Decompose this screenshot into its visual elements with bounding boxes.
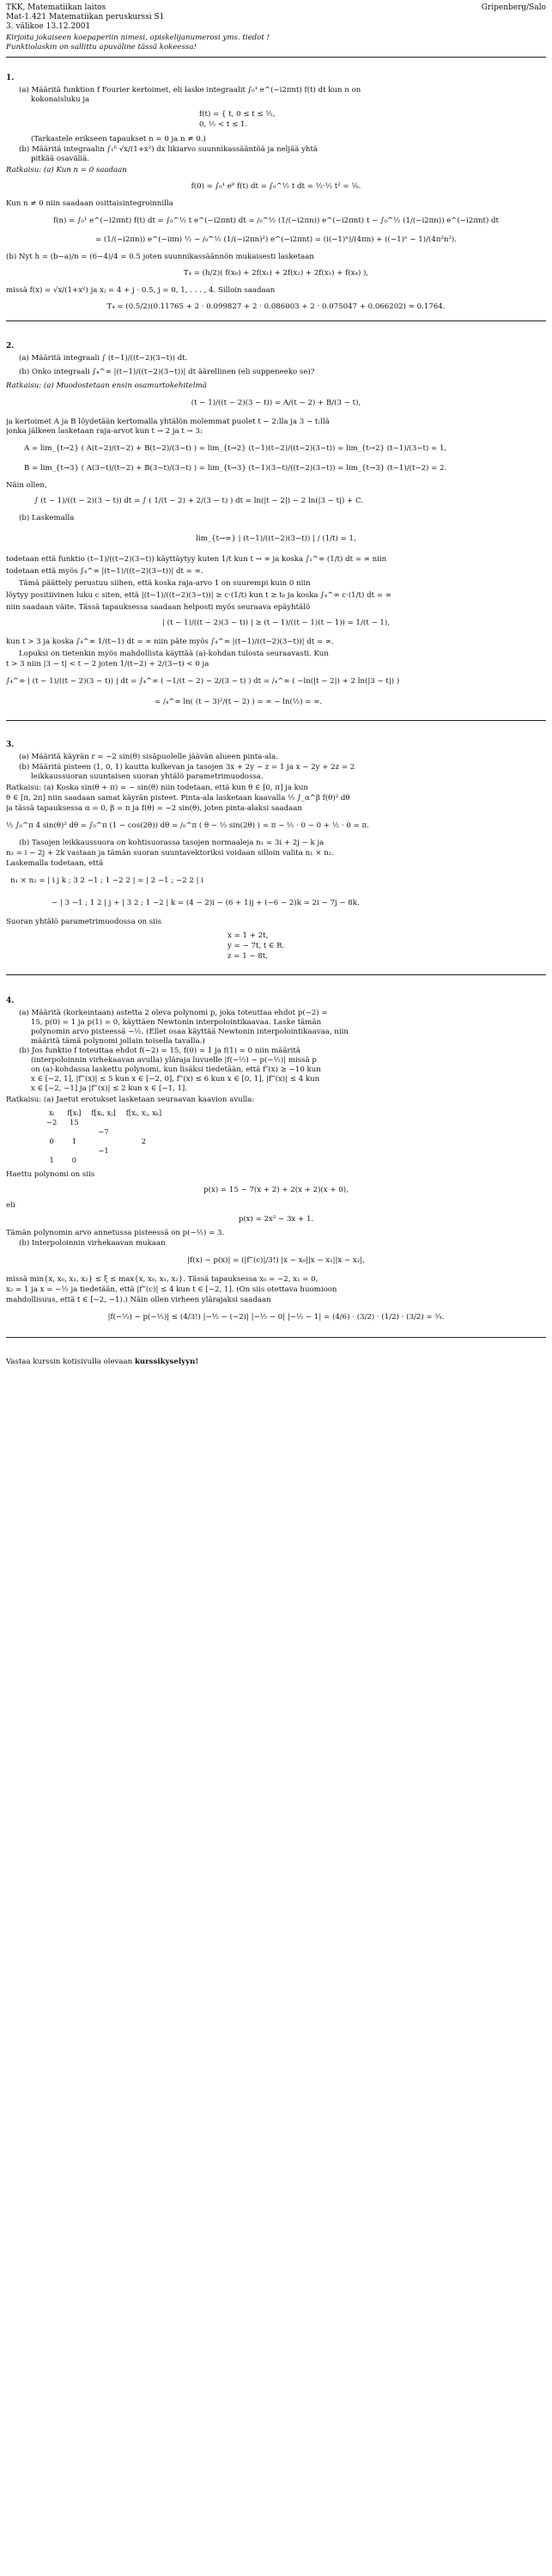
table-cell: −7 bbox=[98, 1127, 109, 1136]
problem-4-line: (b) Interpoloinnin virhekaavan mukaan bbox=[19, 1239, 166, 1248]
survey-link[interactable]: kurssikyselyyn! bbox=[134, 1358, 199, 1366]
problem-1-line: = (1/(−i2πn)) e^(−iπn) ½ − /₀^½ (1/(−i2πn)²) e^(−i2πnt) = (i(−1)ⁿ)/(4πn) + ((−1)ⁿ − 1)/(4π²n²). bbox=[94, 235, 457, 244]
table-header-row bbox=[41, 1108, 167, 1118]
table-cell bbox=[62, 1146, 86, 1156]
problem-4-line: x ∈ [−2, −1] ja |f‴(x)| ≤ 2 kun x ∈ [−1, 1]. bbox=[31, 1084, 188, 1093]
table-row bbox=[41, 1146, 167, 1156]
problem-4-line: Ratkaisu: (a) Jaetut erotukset lasketaan seuraavan kaavion avulla: bbox=[6, 1096, 255, 1104]
table-cell: 15 bbox=[70, 1118, 79, 1126]
problem-3-line: θ ∈ [π, 2π] niin saadaan samat käyrän pisteet. Pinta-ala lasketaan kaavalla ½ ∫_α^β f(θ)² dθ bbox=[6, 794, 350, 803]
problem-2-line: ja kertoimet A ja B löydetään kertomalla yhtälön molemmat puolet t − 2:lla ja 3 − t:llä bbox=[6, 418, 330, 426]
table-cell: −1 bbox=[98, 1146, 109, 1155]
table-cell: 1 bbox=[71, 1137, 77, 1145]
problem-4-line: (b) Jos funktio f toteuttaa ehdot f(−2) = 15, f(0) = 1 ja f(1) = 0 niin määritä bbox=[19, 1047, 300, 1055]
problem-1-line: (b) Nyt h = (b−a)/n = (6−4)/4 = 0.5 joten suunnikassäännön mukaisesti lasketaan bbox=[6, 253, 314, 261]
table-cell bbox=[121, 1156, 167, 1165]
problem-2-line: Ratkaisu: (a) Muodostetaan ensin osamurtokehitelmä bbox=[6, 382, 207, 390]
problem-2-line: ∫₄^∞ | (t − 1)/((t − 2)(3 − t)) | dt = ∫₄^∞ ( −1/(t − 2) − 2/(3 − t) ) dt = /₄^∞ ( −ln(|t − 2|) + 2 ln(|3 − t|) ) bbox=[6, 677, 400, 686]
problem-1-line: Ratkaisu: (a) Kun n = 0 saadaan bbox=[6, 166, 127, 174]
header-authors: Gripenberg/Salo bbox=[481, 3, 546, 12]
problem-1-line: kokonaisluku ja bbox=[31, 95, 90, 104]
problem-1-line: (b) Määritä integraalin ∫₁⁶ √x/(1+x²) dx likiarvo suunnikassääntöä ja neljää yhtä bbox=[19, 145, 318, 154]
problem-4-line: polynomin arvo pisteessä −½. (Ellet osaa käyttää Newtonin interpolointikaavaa, niin bbox=[31, 1028, 349, 1036]
problem-4-line: x₂ = 1 ja x = −½ ja tiedetään, että |f‴(c)| ≤ 4 kun t ∈ [−2, 1]. (On siis otettava huomioon bbox=[6, 1285, 337, 1294]
problem-1-line: f̂(n) = ∫₀¹ e^(−i2πnt) f(t) dt = ∫₀^½ t e^(−i2πnt) dt = /₀^½ (1/(−i2πn)) e^(−i2πnt) t − ∫₀^½ (1/(−i2πn)) e^(−i2πnt) dt bbox=[52, 217, 500, 225]
problem-4-line: määritä tämä polynomi jollain toisella tavalla.) bbox=[31, 1037, 205, 1046]
problem-3-line: ½ ∫₀^π 4 sin(θ)² dθ = ∫₀^π (1 − cos(2θ)) dθ = /₀^π ( θ − ½ sin(2θ) ) = π − ½ · 0 − 0 + ½ · 0 = π. bbox=[6, 821, 369, 830]
table-row bbox=[41, 1127, 167, 1137]
divider bbox=[6, 1337, 546, 1338]
problem-1-line: Kun n ≠ 0 niin saadaan osittaisintegroinnilla bbox=[6, 199, 173, 208]
table-cell bbox=[121, 1118, 167, 1127]
table-cell: 0 bbox=[71, 1156, 77, 1164]
problem-3-line: (b) Määritä pisteen (1, 0, 1) kautta kulkevan ja tasojen 3x + 2y − z = 1 ja x − 2y + 2z = 2 bbox=[19, 763, 355, 772]
table-cell bbox=[41, 1146, 62, 1156]
table-cell bbox=[62, 1127, 86, 1137]
problem-4-line: 15, p(0) = 1 ja p(1) = 0, käyttäen Newtonin interpolointikaavaa. Laske tämän bbox=[31, 1018, 322, 1027]
divider bbox=[6, 320, 546, 321]
problem-4-line: (a) Määritä (korkeintaan) astetta 2 oleva polynomi p, joka toteuttaa ehdot p(−2) = bbox=[19, 1009, 328, 1017]
problem-4-number: 4. bbox=[6, 997, 15, 1005]
header-date: 3. välikoe 13.12.2001 bbox=[6, 22, 91, 31]
problem-3-line: − | 3 −1 ; 1 2 | j + | 3 2 ; 1 −2 | k = (4 − 2)i − (6 + 1)j + (−6 − 2)k = 2i − 7j − 8k. bbox=[52, 899, 360, 907]
problem-1-line: (a) Määritä funktion f Fourier kertoimet, eli laske integraalit ∫₀¹ e^(−i2πnt) f(t) dt kun n on bbox=[19, 86, 361, 95]
problem-4-line: x ∈ [−2, 1], |f‴(x)| ≤ 5 kun x ∈ [−2, 0], f‴(x) ≤ 6 kun x ∈ [0, 1], |f‴(x)| ≤ 4 kun bbox=[31, 1075, 320, 1084]
table-row bbox=[41, 1156, 167, 1165]
problem-2-line: löytyy positiivinen luku c siten, että |(t−1)/((t−2)(3−t))| ≥ c·(1/t) kun t ≥ t₀ ja koska ∫₄^∞ c·(1/t) dt = ∞ bbox=[6, 591, 391, 600]
problem-3-line: Suoran yhtälö parametrimuodossa on siis bbox=[6, 918, 162, 926]
problem-3-line: Ratkaisu: (a) Koska sin(θ + π) = − sin(θ) niin todetaan, että kun θ ∈ [0, π] ja kun bbox=[6, 784, 308, 792]
problem-4-line: |f(−½) − p(−½)| ≤ (4/3!) |−½ − (−2)| |−½ − 0| |−½ − 1| = (4/6) · (3/2) · (1/2) · (3/2) = ¾. bbox=[107, 1313, 445, 1322]
table-cell bbox=[41, 1127, 62, 1137]
problem-2-line: Tämä päättely perustuu siihen, että koska raja-arvo 1 on suurempi kuin 0 niin bbox=[19, 579, 311, 588]
problem-4-line: p(x) = 15 − 7(x + 2) + 2(x + 2)(x + 0), bbox=[203, 1186, 349, 1194]
divided-differences-table bbox=[41, 1108, 167, 1165]
problem-4-line: |f(x) − p(x)| = (|f‴(c)|/3!) |x − x₀||x − x₁||x − x₂|, bbox=[187, 1256, 365, 1265]
problem-4-line: Tämän polynomin arvo annetussa pisteessä on p(−½) = 3. bbox=[6, 1229, 225, 1237]
problem-3-line: z = 1 − 8t, bbox=[227, 952, 268, 961]
problem-2-line: | (t − 1)/((t − 2)(3 − t)) | ≥ (t − 1)/((t − 1)(t − 1)) = 1/(t − 1), bbox=[162, 619, 390, 627]
problem-4-line: p(x) = 2x² − 3x + 1. bbox=[238, 1215, 314, 1224]
table-cell bbox=[86, 1137, 120, 1146]
problem-2-line: kun t > 3 ja koska ∫₄^∞ 1/(t−1) dt = ∞ niin päte myös ∫₄^∞ |(t−1)/((t−2)(3−t))| dt = ∞. bbox=[6, 638, 334, 646]
table-header-cell: f[xᵢ, xⱼ] bbox=[91, 1108, 116, 1117]
problem-4-line: Haettu polynomi on siis bbox=[6, 1170, 95, 1179]
divider bbox=[6, 720, 546, 721]
problem-1-line: f̂(0) = ∫₀¹ e⁰ f(t) dt = ∫₀^½ t dt = ½·½ t² = ⅛. bbox=[191, 182, 361, 191]
problem-2-line: t > 3 niin |3 − t| < t − 2 joten 1/(t−2) + 2/(3−t) < 0 ja bbox=[6, 660, 209, 668]
problem-3-line: ja tässä tapauksessa α = 0, β = π ja f(θ) = −2 sin(θ), joten pinta-alaksi saadaan bbox=[6, 804, 302, 813]
instruction-2: Funktiolaskin on sallittu apuväline tässä kokeessa! bbox=[6, 43, 197, 52]
problem-2-line: Lopuksi on tietenkin myös mahdollista käyttää (a)-kohdan tulosta seuraavasti. Kun bbox=[19, 650, 329, 658]
problem-1-line: T₄ = (0.5/2)(0.11765 + 2 · 0.099827 + 2 · 0.086003 + 2 · 0.075047 + 0.066202) ≈ 0.1764. bbox=[106, 302, 446, 311]
problem-4-line: eli bbox=[6, 1201, 15, 1210]
footer-note bbox=[6, 1358, 546, 1367]
table-cell: 0 bbox=[49, 1137, 54, 1145]
problem-1-line: missä f(x) = √x/(1+x²) ja xⱼ = 4 + j · 0.5, j = 0, 1, . . . , 4. Silloin saadaan bbox=[6, 286, 276, 295]
problem-4-line: on (a)-kohdassa laskettu polynomi, kun lisäksi tiedetään, että f″(x) ≥ −10 kun bbox=[31, 1065, 321, 1074]
footer-text: Vastaa kurssin kotisivulla olevaan bbox=[6, 1358, 135, 1366]
problem-1-line: f(t) = { t, 0 ≤ t ≤ ½, bbox=[199, 110, 276, 119]
problem-2-line: A = lim_{t→2} ( A(t−2)/(t−2) + B(t−2)/(3−t) ) = lim_{t→2} (t−1)(t−2)/((t−2)(3−t)) = lim_{t→2} (t−1)/(3−t) = 1, bbox=[24, 444, 447, 453]
problem-3-line: n₁ × n₂ = | i j k ; 3 2 −1 ; 1 −2 2 | = | 2 −1 ; −2 2 | i bbox=[10, 876, 203, 885]
header-institution: TKK, Matematiikan laitos bbox=[6, 3, 106, 12]
problem-2-line: ∫ (t − 1)/((t − 2)(3 − t)) dt = ∫ ( 1/(t − 2) + 2/(3 − t) ) dt = ln(|t − 2|) − 2 ln(|3 − t|) + C. bbox=[34, 497, 363, 505]
problem-1-line: T₄ = (h/2)( f(x₀) + 2f(x₁) + 2f(x₂) + 2f(x₃) + f(x₄) ), bbox=[183, 269, 369, 278]
problem-1-number: 1. bbox=[6, 74, 15, 82]
problem-3-line: (a) Määritä käyrän r = −2 sin(θ) sisäpuolelle jäävän alueen pinta-ala. bbox=[19, 753, 278, 761]
problem-2-number: 2. bbox=[6, 342, 15, 351]
problem-2-line: niin saadaan väite. Tässä tapauksessa saadaan helposti myös seuraava epäyhtälö bbox=[6, 603, 311, 612]
problem-2-line: jonka jälkeen lasketaan raja-arvot kun t → 2 ja t → 3: bbox=[6, 427, 203, 436]
problem-1-line: pitkää osaväliä. bbox=[31, 155, 89, 163]
problem-2-line: Näin ollen, bbox=[6, 481, 47, 490]
problem-2-line: (a) Määritä integraali ∫ (t−1)/((t−2)(3−t)) dt. bbox=[19, 354, 188, 363]
table-cell bbox=[121, 1127, 167, 1137]
divider bbox=[6, 57, 546, 58]
table-row bbox=[41, 1137, 167, 1146]
table-header-cell: f[xᵢ, xⱼ, xₖ] bbox=[125, 1108, 162, 1117]
table-cell bbox=[86, 1118, 120, 1127]
table-header-cell: f[xᵢ] bbox=[67, 1108, 82, 1117]
table-cell bbox=[86, 1156, 120, 1165]
problem-2-line: = /₄^∞ ln( (t − 3)²/(t − 2) ) = ∞ − ln(½) = ∞. bbox=[155, 698, 323, 706]
problem-2-line: B = lim_{t→3} ( A(3−t)/(t−2) + B(3−t)/(3−t) ) = lim_{t→3} (t−1)(3−t)/((t−2)(3−t)) = lim_{t→3} (t−1)/(t−2) = 2. bbox=[24, 464, 447, 473]
problem-3-number: 3. bbox=[6, 741, 15, 749]
problem-3-line: y = − 7t, t ∈ R. bbox=[227, 942, 285, 950]
problem-4-line: mahdollisuus, että t ∈ [−2, −1).) Näin ollen virheen ylärajaksi saadaan bbox=[6, 1296, 271, 1304]
table-cell bbox=[121, 1146, 167, 1156]
problem-2-line: todetaan että funktio (t−1)/((t−2)(3−t)) käyttäytyy kuten 1/t kun t → ∞ ja koska ∫₁^∞ (1/t) dt = ∞ niin bbox=[6, 555, 387, 564]
problem-3-line: leikkaussuoran suuntaisen suoran yhtälö parametrimuodossa. bbox=[31, 772, 264, 781]
divider bbox=[6, 974, 546, 975]
problem-2-line: lim_{t→∞} | (t−1)/((t−2)(3−t)) | / (1/t) = 1, bbox=[196, 534, 356, 543]
problem-2-line: (b) Laskemalla bbox=[19, 514, 75, 522]
problem-1-line: (Tarkastele erikseen tapaukset n = 0 ja n ≠ 0.) bbox=[31, 135, 206, 143]
table-cell: −2 bbox=[46, 1118, 58, 1126]
table-row bbox=[41, 1118, 167, 1127]
problem-1-line: 0, ½ < t ≤ 1. bbox=[199, 120, 248, 129]
table-cell: 2 bbox=[141, 1137, 147, 1145]
problem-3-line: x = 1 + 2t, bbox=[227, 931, 269, 940]
problem-2-line: (b) Onko integraali ∫₄^∞ |(t−1)/((t−2)(3−t))| dt äärellinen (eli suppeneeko se)? bbox=[19, 368, 315, 376]
problem-3-line: (b) Tasojen leikkaussuora on kohtisuorassa tasojen normaaleja n₁ = 3i + 2j − k ja bbox=[19, 839, 325, 847]
problem-3-line: Laskemalla todetaan, että bbox=[6, 859, 104, 868]
problem-2-line: (t − 1)/((t − 2)(3 − t)) = A/(t − 2) + B/(3 − t), bbox=[191, 399, 361, 407]
header-course: Mat-1.421 Matematiikan peruskurssi S1 bbox=[6, 13, 165, 21]
table-header-cell: xᵢ bbox=[48, 1108, 55, 1117]
instruction-1: Kirjoita jokaiseen koepaperiin nimesi, opiskelijanumerosi yms. tiedot ! bbox=[6, 34, 270, 42]
problem-2-line: todetaan että myös ∫₄^∞ |(t−1)/((t−2)(3−t))| dt = ∞. bbox=[6, 567, 203, 576]
problem-4-line: (interpoloinnin virhekaavan avulla) yläraja luvuelle |f(−½) − p(−½)| missä p bbox=[31, 1056, 317, 1065]
problem-4-line: missä min{x, x₀, x₁, x₂} ≤ ξ ≤ max{x, x₀, x₁, x₂}. Tässä tapauksessa x₀ = −2, x₁ = 0, bbox=[6, 1275, 318, 1284]
table-cell: 1 bbox=[49, 1156, 54, 1164]
problem-3-line: n₂ = i − 2j + 2k vastaan ja tämän suoran suuntavektoriksi voidaan silloin valita n₁ × n₂. bbox=[6, 849, 334, 858]
